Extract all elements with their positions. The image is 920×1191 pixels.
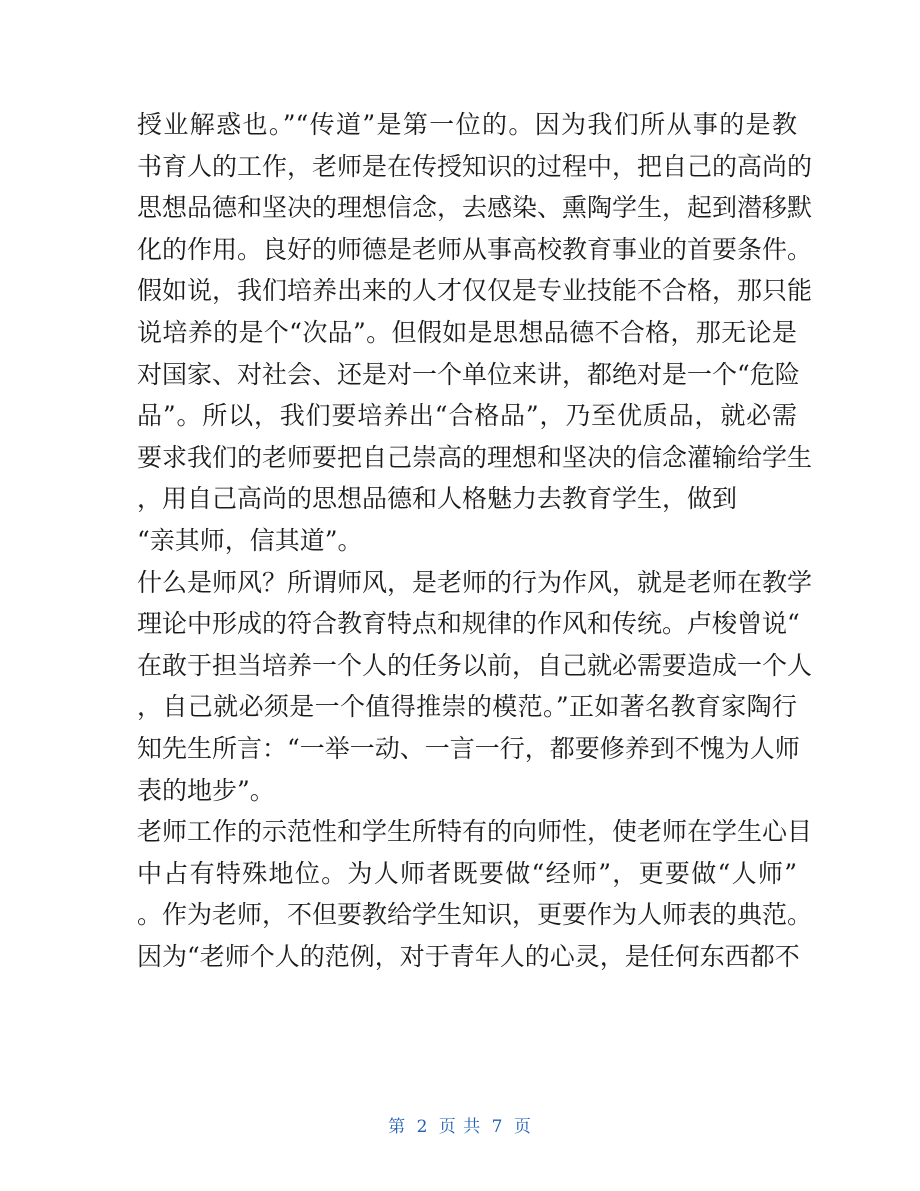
text-line-17: 表的地步”。	[137, 775, 275, 805]
total-page-count: 7	[491, 1117, 504, 1137]
text-line-15: ，自己就必须是一个值得推崇的模范。”正如著名教育家陶行	[137, 692, 797, 722]
text-line-8: 品”。所以，我们要培养出“合格品”，乃至优质品，就必需	[137, 401, 797, 431]
text-line-13: 理论中形成的符合教育特点和规律的作风和传统。卢梭曾说“	[137, 609, 800, 639]
text-line-1: 授业解惑也。”“传道”是第一位的。因为我们所从事的是教	[137, 110, 797, 139]
body-text	[137, 104, 813, 977]
text-line-4: 化的作用。良好的师德是老师从事高校教育事业的首要条件。	[137, 234, 813, 264]
text-line-2: 书育人的工作，老师是在传授知识的过程中，把自己的高尚的	[137, 151, 813, 181]
footer-prefix: 第	[388, 1117, 407, 1137]
text-line-19: 中占有特殊地位。为人师者既要做“经师”，更要做“人师”	[137, 858, 797, 888]
text-line-18: 老师工作的示范性和学生所特有的向师性，使老师在学生心目	[137, 817, 813, 847]
text-line-21: 因为“老师个人的范例，对于青年人的心灵，是任何东西都不	[137, 941, 800, 971]
text-line-3: 思想品德和坚决的理想信念，去感染、熏陶学生，起到潜移默	[137, 193, 813, 223]
text-line-20: 。作为老师，不但要教给学生知识，更要作为人师表的典范。	[137, 900, 813, 930]
text-line-14: 在敢于担当培养一个人的任务以前，自己就必需要造成一个人	[137, 650, 813, 680]
text-line-12: 什么是师风？所谓师风，是老师的行为作风，就是老师在教学	[137, 567, 813, 597]
text-line-9: 要求我们的老师要把自己崇高的理想和坚决的信念灌输给学生	[137, 442, 813, 472]
text-line-11: “亲其师，信其道”。	[137, 525, 363, 555]
text-line-6: 说培养的是个“次品”。但假如是思想品德不合格，那无论是	[137, 317, 797, 347]
footer-suffix: 页	[513, 1117, 532, 1137]
text-line-16: 知先生所言：“一举一动、一言一行，都要修养到不愧为人师	[137, 733, 800, 763]
footer-mid: 页 共	[438, 1117, 482, 1137]
text-line-7: 对国家、对社会、还是对一个单位来讲，都绝对是一个“危险	[137, 359, 800, 389]
page-footer	[0, 1112, 920, 1137]
text-line-5: 假如说，我们培养出来的人才仅仅是专业技能不合格，那只能	[137, 276, 813, 306]
current-page-number: 2	[416, 1117, 429, 1137]
text-line-10: ，用自己高尚的思想品德和人格魅力去教育学生，做到	[137, 484, 738, 514]
